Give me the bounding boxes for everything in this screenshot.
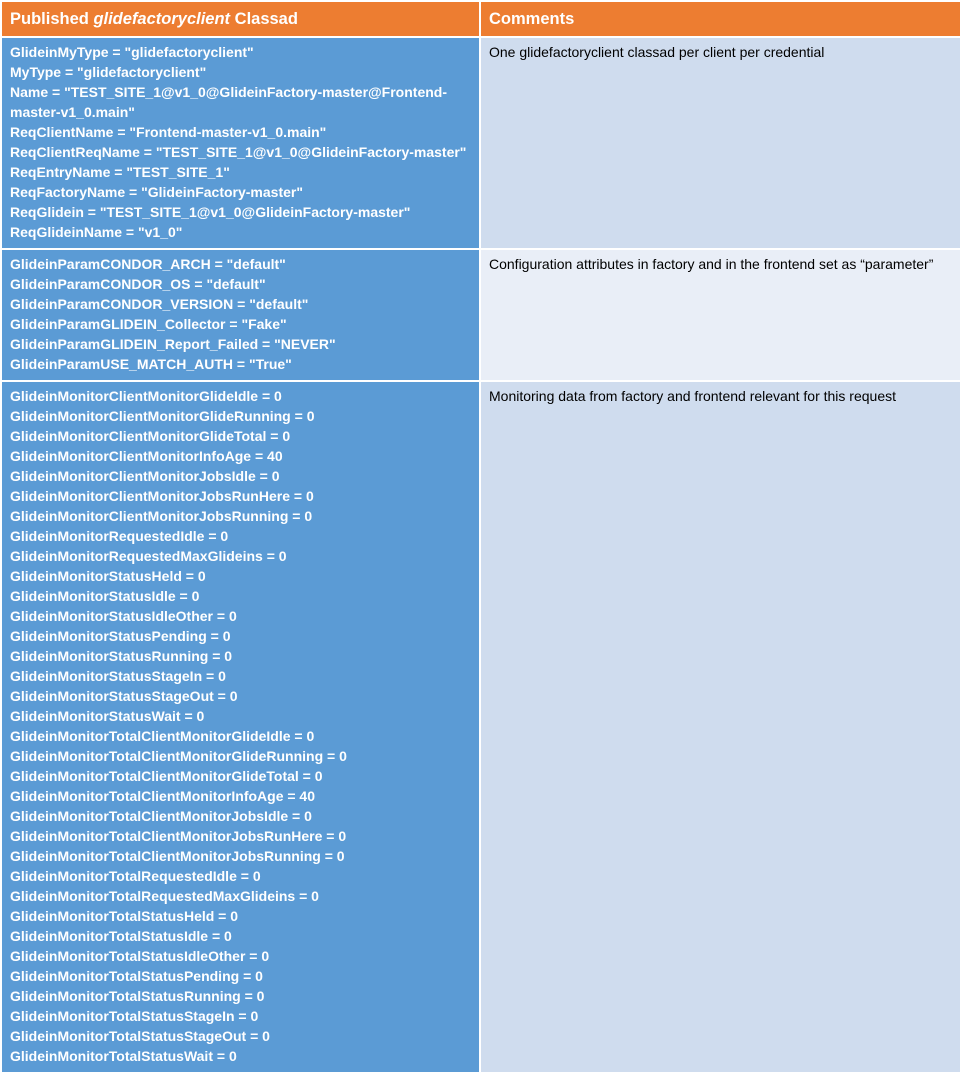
attributes-cell bbox=[1, 37, 480, 249]
attribute-line: GlideinMonitorRequestedMaxGlideins = 0 bbox=[10, 548, 287, 564]
attribute-line: GlideinMonitorTotalClientMonitorJobsRunning = 0 bbox=[10, 848, 345, 864]
attribute-line: GlideinMonitorRequestedIdle = 0 bbox=[10, 528, 229, 544]
attribute-line: GlideinParamCONDOR_VERSION = "default" bbox=[10, 296, 309, 312]
attribute-line: GlideinMonitorClientMonitorGlideRunning = 0 bbox=[10, 408, 315, 424]
attribute-line: GlideinMonitorStatusIdleOther = 0 bbox=[10, 608, 237, 624]
attribute-line: GlideinMonitorTotalClientMonitorGlideTotal = 0 bbox=[10, 768, 323, 784]
attribute-line: GlideinMonitorClientMonitorInfoAge = 40 bbox=[10, 448, 283, 464]
attribute-line: GlideinMonitorStatusStageIn = 0 bbox=[10, 668, 226, 684]
attribute-line: GlideinMonitorStatusHeld = 0 bbox=[10, 568, 206, 584]
attribute-line: GlideinParamUSE_MATCH_AUTH = "True" bbox=[10, 356, 292, 372]
header-italic: glidefactoryclient bbox=[93, 10, 231, 28]
header-suffix: Classad bbox=[230, 10, 298, 28]
attribute-line: GlideinMonitorTotalStatusPending = 0 bbox=[10, 968, 263, 984]
header-comments: Comments bbox=[480, 1, 961, 37]
attribute-line: GlideinMonitorTotalRequestedIdle = 0 bbox=[10, 868, 261, 884]
attribute-line: GlideinMonitorTotalClientMonitorJobsIdle = 0 bbox=[10, 808, 312, 824]
attribute-line: GlideinMonitorClientMonitorGlideTotal = 0 bbox=[10, 428, 291, 444]
attribute-line: GlideinMonitorTotalClientMonitorJobsRunHere = 0 bbox=[10, 828, 347, 844]
attribute-line: GlideinMyType = "glidefactoryclient" bbox=[10, 44, 254, 60]
header-classad bbox=[1, 1, 480, 37]
attribute-line: ReqFactoryName = "GlideinFactory-master" bbox=[10, 184, 303, 200]
attribute-line: GlideinMonitorStatusStageOut = 0 bbox=[10, 688, 238, 704]
table-row bbox=[1, 381, 961, 1073]
table-header-row bbox=[1, 1, 961, 37]
attributes-cell bbox=[1, 381, 480, 1073]
comment-cell: Monitoring data from factory and frontend relevant for this request bbox=[480, 381, 961, 1073]
attribute-line: GlideinMonitorTotalStatusIdleOther = 0 bbox=[10, 948, 270, 964]
attribute-line: ReqGlideinName = "v1_0" bbox=[10, 224, 183, 240]
attribute-line: GlideinMonitorStatusWait = 0 bbox=[10, 708, 205, 724]
attributes-cell bbox=[1, 249, 480, 381]
comment-cell: One glidefactoryclient classad per client per credential bbox=[480, 37, 961, 249]
attribute-line: ReqClientReqName = "TEST_SITE_1@v1_0@GlideinFactory-master" bbox=[10, 144, 467, 160]
attribute-line: GlideinMonitorTotalClientMonitorGlideIdle = 0 bbox=[10, 728, 315, 744]
attribute-line: GlideinParamCONDOR_ARCH = "default" bbox=[10, 256, 286, 272]
table-row bbox=[1, 37, 961, 249]
attribute-line: GlideinMonitorStatusRunning = 0 bbox=[10, 648, 233, 664]
table-row bbox=[1, 249, 961, 381]
attribute-line: GlideinMonitorClientMonitorJobsRunning = 0 bbox=[10, 508, 313, 524]
attribute-line: GlideinMonitorClientMonitorGlideIdle = 0 bbox=[10, 388, 282, 404]
attribute-line: GlideinMonitorTotalClientMonitorInfoAge = 40 bbox=[10, 788, 316, 804]
attribute-line: GlideinMonitorTotalStatusHeld = 0 bbox=[10, 908, 239, 924]
attribute-line: MyType = "glidefactoryclient" bbox=[10, 64, 207, 80]
comment-cell: Configuration attributes in factory and in the frontend set as “parameter” bbox=[480, 249, 961, 381]
attribute-line: ReqEntryName = "TEST_SITE_1" bbox=[10, 164, 230, 180]
attribute-line: GlideinMonitorTotalStatusIdle = 0 bbox=[10, 928, 232, 944]
attribute-line: GlideinMonitorStatusPending = 0 bbox=[10, 628, 231, 644]
attribute-line: ReqClientName = "Frontend-master-v1_0.main" bbox=[10, 124, 327, 140]
attribute-line: GlideinMonitorTotalStatusRunning = 0 bbox=[10, 988, 265, 1004]
attribute-line: GlideinMonitorClientMonitorJobsIdle = 0 bbox=[10, 468, 280, 484]
attribute-line: GlideinMonitorStatusIdle = 0 bbox=[10, 588, 200, 604]
attribute-line: GlideinMonitorClientMonitorJobsRunHere = 0 bbox=[10, 488, 314, 504]
attribute-line: GlideinParamCONDOR_OS = "default" bbox=[10, 276, 266, 292]
attribute-line: GlideinMonitorTotalRequestedMaxGlideins = 0 bbox=[10, 888, 319, 904]
attribute-line: GlideinMonitorTotalClientMonitorGlideRunning = 0 bbox=[10, 748, 347, 764]
attribute-line: Name = "TEST_SITE_1@v1_0@GlideinFactory-master@Frontend-master-v1_0.main" bbox=[10, 84, 447, 120]
attribute-line: ReqGlidein = "TEST_SITE_1@v1_0@GlideinFactory-master" bbox=[10, 204, 411, 220]
attribute-line: GlideinMonitorTotalStatusStageOut = 0 bbox=[10, 1028, 270, 1044]
attribute-line: GlideinMonitorTotalStatusStageIn = 0 bbox=[10, 1008, 259, 1024]
attribute-line: GlideinParamGLIDEIN_Report_Failed = "NEVER" bbox=[10, 336, 336, 352]
header-prefix: Published bbox=[10, 10, 94, 28]
attribute-line: GlideinMonitorTotalStatusWait = 0 bbox=[10, 1048, 237, 1064]
attribute-line: GlideinParamGLIDEIN_Collector = "Fake" bbox=[10, 316, 287, 332]
